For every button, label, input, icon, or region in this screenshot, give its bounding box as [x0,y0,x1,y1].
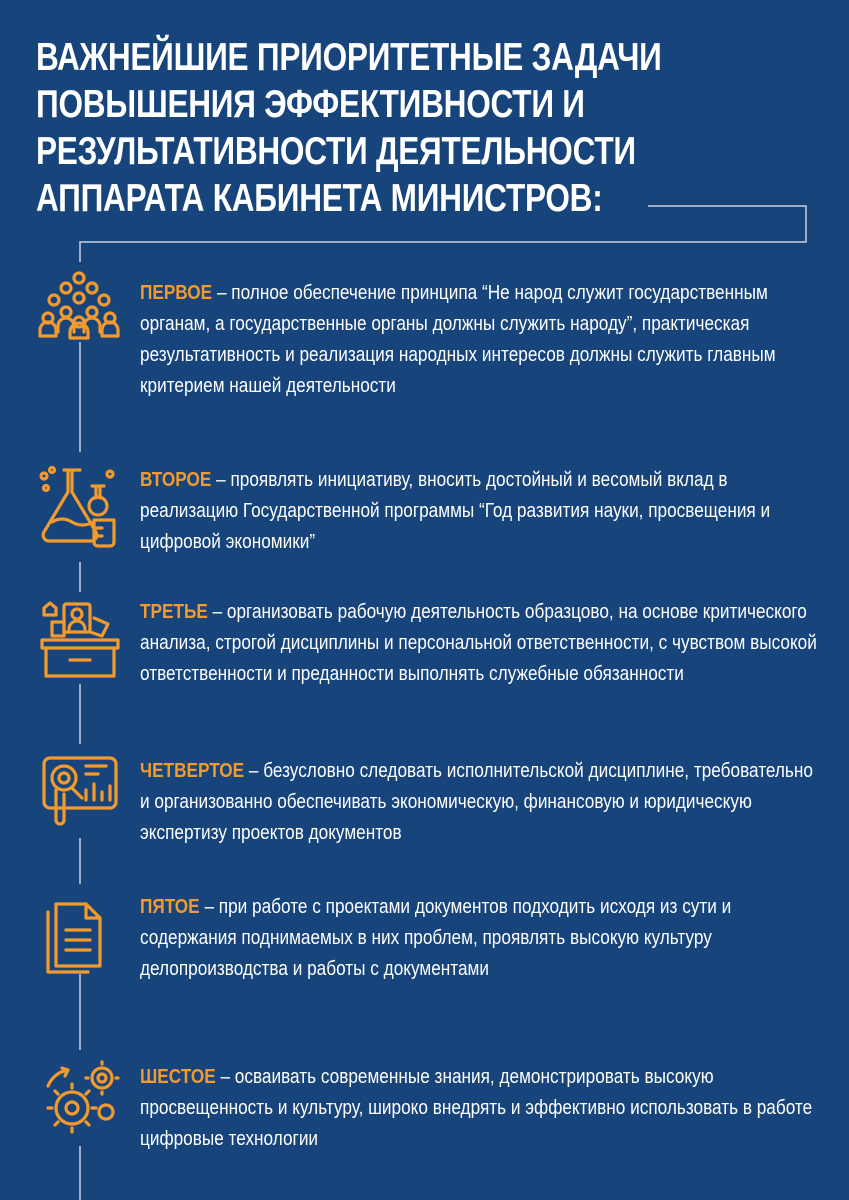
gears-icon [34,1056,124,1146]
priority-description: – проявлять инициативу, вносить достойный и весомый вклад в реализацию Государственной программы “Год развития науки, просвещения и цифровой экономики” [140,469,771,553]
title-line: РЕЗУЛЬТАТИВНОСТИ ДЕЯТЕЛЬНОСТИ [36,130,636,173]
people-group-icon [34,260,124,350]
priority-keyword: ВТОРОЕ [140,469,212,491]
priority-keyword: ПЕРВОЕ [140,282,213,304]
priority-keyword: ШЕСТОЕ [140,1066,216,1088]
workplace-desk-icon [34,596,124,686]
priority-item-3 [140,597,820,690]
analytics-magnifier-icon [34,748,124,838]
priority-item-2 [140,465,820,558]
title-line: АППАРАТА КАБИНЕТА МИНИСТРОВ: [36,177,603,220]
documents-icon [34,888,124,978]
priority-description: – безусловно следовать исполнительской дисциплине, требовательно и организованно обеспечивать экономическую, финансовую и юридическую экспертизу проектов документов [140,760,813,844]
priority-item-5 [140,892,820,985]
priority-keyword: ТРЕТЬЕ [140,601,208,623]
priority-keyword: ПЯТОЕ [140,896,200,918]
priority-description: – осваивать современные знания, демонстрировать высокую просвещенность и культуру, широко внедрять и эффективно использовать в работе цифровые технологии [140,1066,813,1150]
title-line: ПОВЫШЕНИЯ ЭФФЕКТИВНОСТИ И [36,83,585,126]
priority-item-1 [140,278,820,402]
page-title [36,34,662,222]
laboratory-flasks-icon [34,462,124,552]
priority-keyword: ЧЕТВЕРТОЕ [140,760,245,782]
priority-description: – полное обеспечение принципа “Не народ служит государственным органам, а государственные органы должны служить народу”, практическая результативность и реализация народных интересов должны служить главным критерием нашей деятельности [140,282,776,397]
priority-description: – при работе с проектами документов подходить исходя из сути и содержания поднимаемых в них проблем, проявлять высокую культуру делопроизводства и работы с документами [140,896,732,980]
priority-item-4 [140,756,820,849]
priority-item-6 [140,1062,820,1155]
priority-description: – организовать рабочую деятельность образцово, на основе критического анализа, строгой дисциплины и персональной ответственности, с чувством высокой ответственности и преданности выполнять служебные обязанности [140,601,817,685]
title-line: ВАЖНЕЙШИЕ ПРИОРИТЕТНЫЕ ЗАДАЧИ [36,36,662,79]
